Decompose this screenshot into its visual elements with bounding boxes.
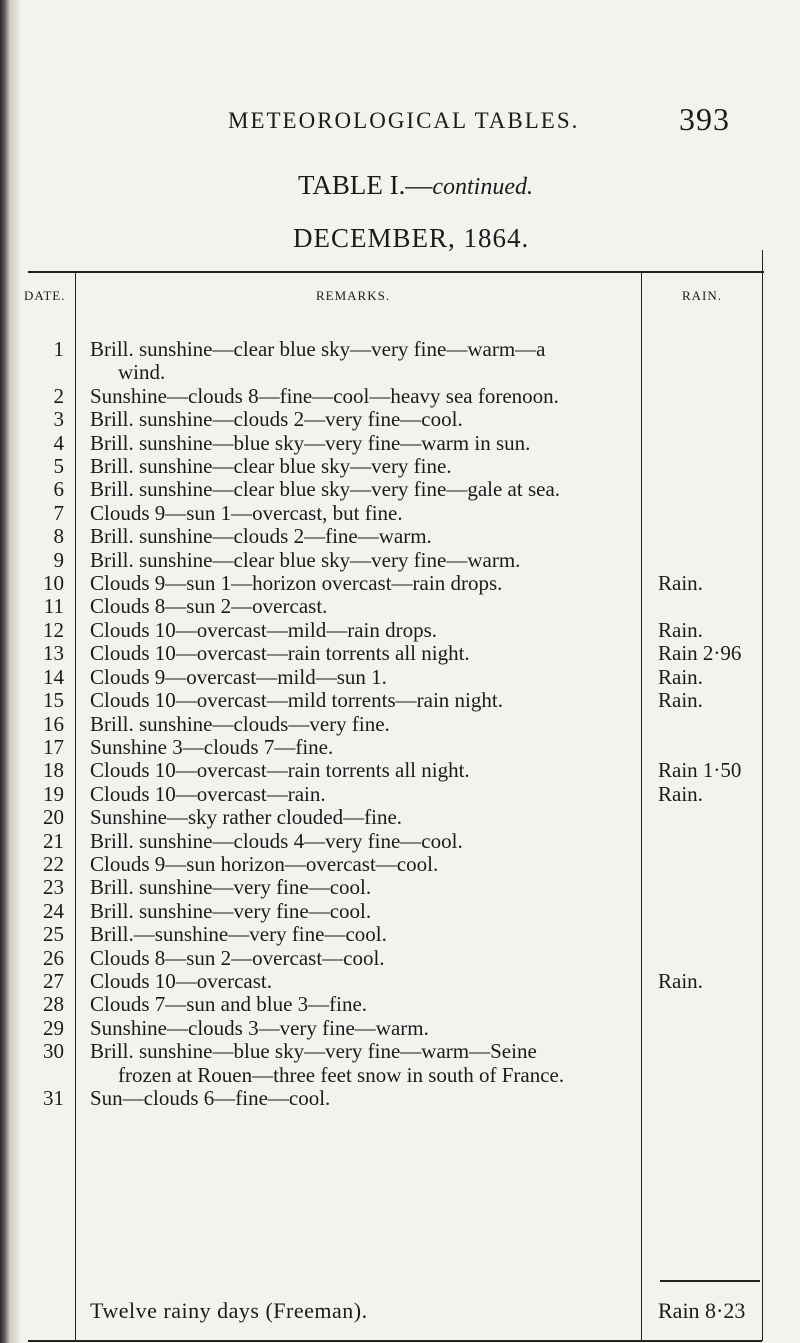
row-remarks-text: Clouds 9—sun 1—horizon overcast—rain drops. <box>90 571 503 596</box>
summary-text: Twelve rainy days (Freeman). <box>90 1298 368 1323</box>
table-title-main: TABLE I.— <box>298 170 433 200</box>
rain-total: Rain 8·23 <box>658 1298 746 1323</box>
table-row <box>0 923 800 946</box>
row-remarks <box>90 876 640 899</box>
row-remarks <box>90 900 640 923</box>
row-remarks <box>90 408 640 431</box>
row-date: 23 <box>43 875 64 900</box>
row-remarks-text: Sunshine—clouds 3—very fine—warm. <box>90 1015 429 1040</box>
row-remarks-text: Brill. sunshine—clouds 4—very fine—cool. <box>90 828 463 853</box>
row-remarks <box>90 923 640 946</box>
row-remarks-text: Clouds 10—overcast. <box>90 968 272 993</box>
row-date: 3 <box>53 407 64 432</box>
row-remarks-text: Brill. sunshine—blue sky—very fine—warm—Seine <box>90 1039 537 1064</box>
row-date: 8 <box>53 524 64 549</box>
running-head: METEOROLOGICAL TABLES. <box>228 108 580 133</box>
row-rain: Rain. <box>658 617 703 642</box>
table-row <box>0 1017 800 1040</box>
row-date: 27 <box>43 968 64 993</box>
row-remarks-text: Clouds 10—overcast—rain torrents all night. <box>90 641 470 666</box>
column-header-date: DATE. <box>24 288 66 303</box>
table-row <box>0 970 800 993</box>
row-remarks <box>90 853 640 876</box>
column-header-remarks: REMARKS. <box>316 288 391 303</box>
row-date: 12 <box>43 617 64 642</box>
row-remarks-continuation: frozen at Rouen—three feet snow in south of France. <box>118 1062 565 1087</box>
row-remarks <box>90 993 640 1016</box>
table-row <box>0 993 800 1016</box>
row-remarks <box>90 970 640 993</box>
table-row <box>0 900 800 923</box>
table-row <box>0 1040 800 1087</box>
row-date: 5 <box>53 454 64 479</box>
row-remarks <box>90 1087 640 1110</box>
row-remarks <box>90 713 640 736</box>
table-row <box>0 666 800 689</box>
row-remarks-text: Brill. sunshine—clear blue sky—very fine. <box>90 454 452 479</box>
row-remarks-text: Clouds 10—overcast—mild—rain drops. <box>90 617 438 642</box>
rain-total-rule <box>660 1280 760 1282</box>
row-remarks-text: Brill. sunshine—clouds 2—very fine—cool. <box>90 407 463 432</box>
row-remarks-text: Brill. sunshine—clear blue sky—very fine—gale at sea. <box>90 477 561 502</box>
row-remarks <box>90 666 640 689</box>
row-date: 29 <box>43 1015 64 1040</box>
row-date: 20 <box>43 805 64 830</box>
row-remarks <box>90 806 640 829</box>
table-row <box>0 783 800 806</box>
table-row <box>0 642 800 665</box>
table-row <box>0 876 800 899</box>
row-remarks <box>90 1040 640 1087</box>
row-date: 10 <box>43 571 64 596</box>
row-rain: Rain 1·50 <box>658 758 742 783</box>
row-remarks <box>90 736 640 759</box>
row-rain: Rain. <box>658 664 703 689</box>
table-row <box>0 549 800 572</box>
row-remarks-text: Clouds 10—overcast—mild torrents—rain night. <box>90 688 503 713</box>
row-date: 16 <box>43 711 64 736</box>
row-date: 9 <box>53 547 64 572</box>
table-row <box>0 572 800 595</box>
row-remarks <box>90 783 640 806</box>
row-remarks <box>90 689 640 712</box>
table-bottom-rule <box>28 1340 762 1342</box>
row-date: 28 <box>43 992 64 1017</box>
row-rain: Rain. <box>658 571 703 596</box>
table-row <box>0 408 800 431</box>
row-remarks <box>90 759 640 782</box>
row-remarks-text: Clouds 7—sun and blue 3—fine. <box>90 992 368 1017</box>
table-row <box>0 432 800 455</box>
row-remarks-text: Sunshine 3—clouds 7—fine. <box>90 734 334 759</box>
row-remarks <box>90 455 640 478</box>
table-row <box>0 385 800 408</box>
row-date: 22 <box>43 851 64 876</box>
row-date: 2 <box>53 383 64 408</box>
row-remarks-continuation: wind. <box>118 360 166 385</box>
row-remarks-text: Sunshine—clouds 8—fine—cool—heavy sea forenoon. <box>90 383 559 408</box>
table-row <box>0 806 800 829</box>
row-remarks-text: Sunshine—sky rather clouded—fine. <box>90 805 403 830</box>
table-row <box>0 338 800 385</box>
row-date: 15 <box>43 688 64 713</box>
row-date: 31 <box>43 1086 64 1110</box>
row-date: 14 <box>43 664 64 689</box>
row-rain: Rain 2·96 <box>658 641 742 666</box>
row-date: 24 <box>43 898 64 923</box>
row-remarks-text: Brill. sunshine—clouds—very fine. <box>90 711 390 736</box>
row-remarks-text: Clouds 9—overcast—mild—sun 1. <box>90 664 387 689</box>
row-remarks <box>90 642 640 665</box>
row-remarks <box>90 478 640 501</box>
row-remarks <box>90 572 640 595</box>
row-rain: Rain. <box>658 781 703 806</box>
row-remarks <box>90 830 640 853</box>
row-remarks <box>90 338 640 385</box>
table-row <box>0 619 800 642</box>
page-number: 393 <box>679 101 730 137</box>
row-remarks-text: Clouds 10—overcast—rain torrents all night. <box>90 758 470 783</box>
row-remarks <box>90 595 640 618</box>
row-date: 6 <box>53 477 64 502</box>
table-row <box>0 525 800 548</box>
row-remarks <box>90 385 640 408</box>
row-remarks-text: Clouds 8—sun 2—overcast—cool. <box>90 945 385 970</box>
table-row <box>0 455 800 478</box>
table-title-continued: continued. <box>432 174 533 200</box>
table-row <box>0 1087 800 1110</box>
table-row <box>0 759 800 782</box>
row-remarks <box>90 502 640 525</box>
row-remarks <box>90 525 640 548</box>
row-date: 7 <box>53 500 64 525</box>
row-remarks-text: Brill.—sunshine—very fine—cool. <box>90 922 387 947</box>
table-row <box>0 830 800 853</box>
row-date: 18 <box>43 758 64 783</box>
table-row <box>0 853 800 876</box>
row-remarks-text: Brill. sunshine—clear blue sky—very fine—warm. <box>90 547 521 572</box>
row-rain: Rain. <box>658 968 703 993</box>
table-row <box>0 947 800 970</box>
row-remarks-text: Brill. sunshine—clouds 2—fine—warm. <box>90 524 432 549</box>
row-remarks-text: Clouds 8—sun 2—overcast. <box>90 594 328 619</box>
row-remarks <box>90 1017 640 1040</box>
table-row <box>0 478 800 501</box>
table-row <box>0 736 800 759</box>
row-remarks <box>90 549 640 572</box>
row-remarks-text: Brill. sunshine—clear blue sky—very fine—warm—a <box>90 337 546 361</box>
row-date: 11 <box>43 594 64 619</box>
row-remarks-text: Clouds 10—overcast—rain. <box>90 781 326 806</box>
row-remarks-text: Clouds 9—sun horizon—overcast—cool. <box>90 851 439 876</box>
row-date: 19 <box>43 781 64 806</box>
row-remarks-text: Brill. sunshine—very fine—cool. <box>90 875 372 900</box>
row-remarks <box>90 432 640 455</box>
table-top-rule <box>28 271 764 273</box>
row-remarks-text: Brill. sunshine—very fine—cool. <box>90 898 372 923</box>
table-row <box>0 689 800 712</box>
row-date: 30 <box>43 1039 64 1064</box>
table-row <box>0 502 800 525</box>
row-date: 13 <box>43 641 64 666</box>
table-row <box>0 713 800 736</box>
row-remarks-text: Brill. sunshine—blue sky—very fine—warm in sun. <box>90 430 531 455</box>
table-row <box>0 595 800 618</box>
row-date: 1 <box>53 337 64 361</box>
column-header-rain: RAIN. <box>682 288 723 303</box>
table-body <box>0 338 800 1110</box>
row-date: 4 <box>53 430 64 455</box>
row-date: 21 <box>43 828 64 853</box>
row-date: 25 <box>43 922 64 947</box>
row-remarks-text: Clouds 9—sun 1—overcast, but fine. <box>90 500 403 525</box>
row-rain: Rain. <box>658 688 703 713</box>
row-date: 17 <box>43 734 64 759</box>
month-title: DECEMBER, 1864. <box>293 223 530 253</box>
row-remarks <box>90 947 640 970</box>
row-remarks <box>90 619 640 642</box>
table-title <box>298 170 533 201</box>
row-date: 26 <box>43 945 64 970</box>
row-remarks-text: Sun—clouds 6—fine—cool. <box>90 1086 331 1110</box>
